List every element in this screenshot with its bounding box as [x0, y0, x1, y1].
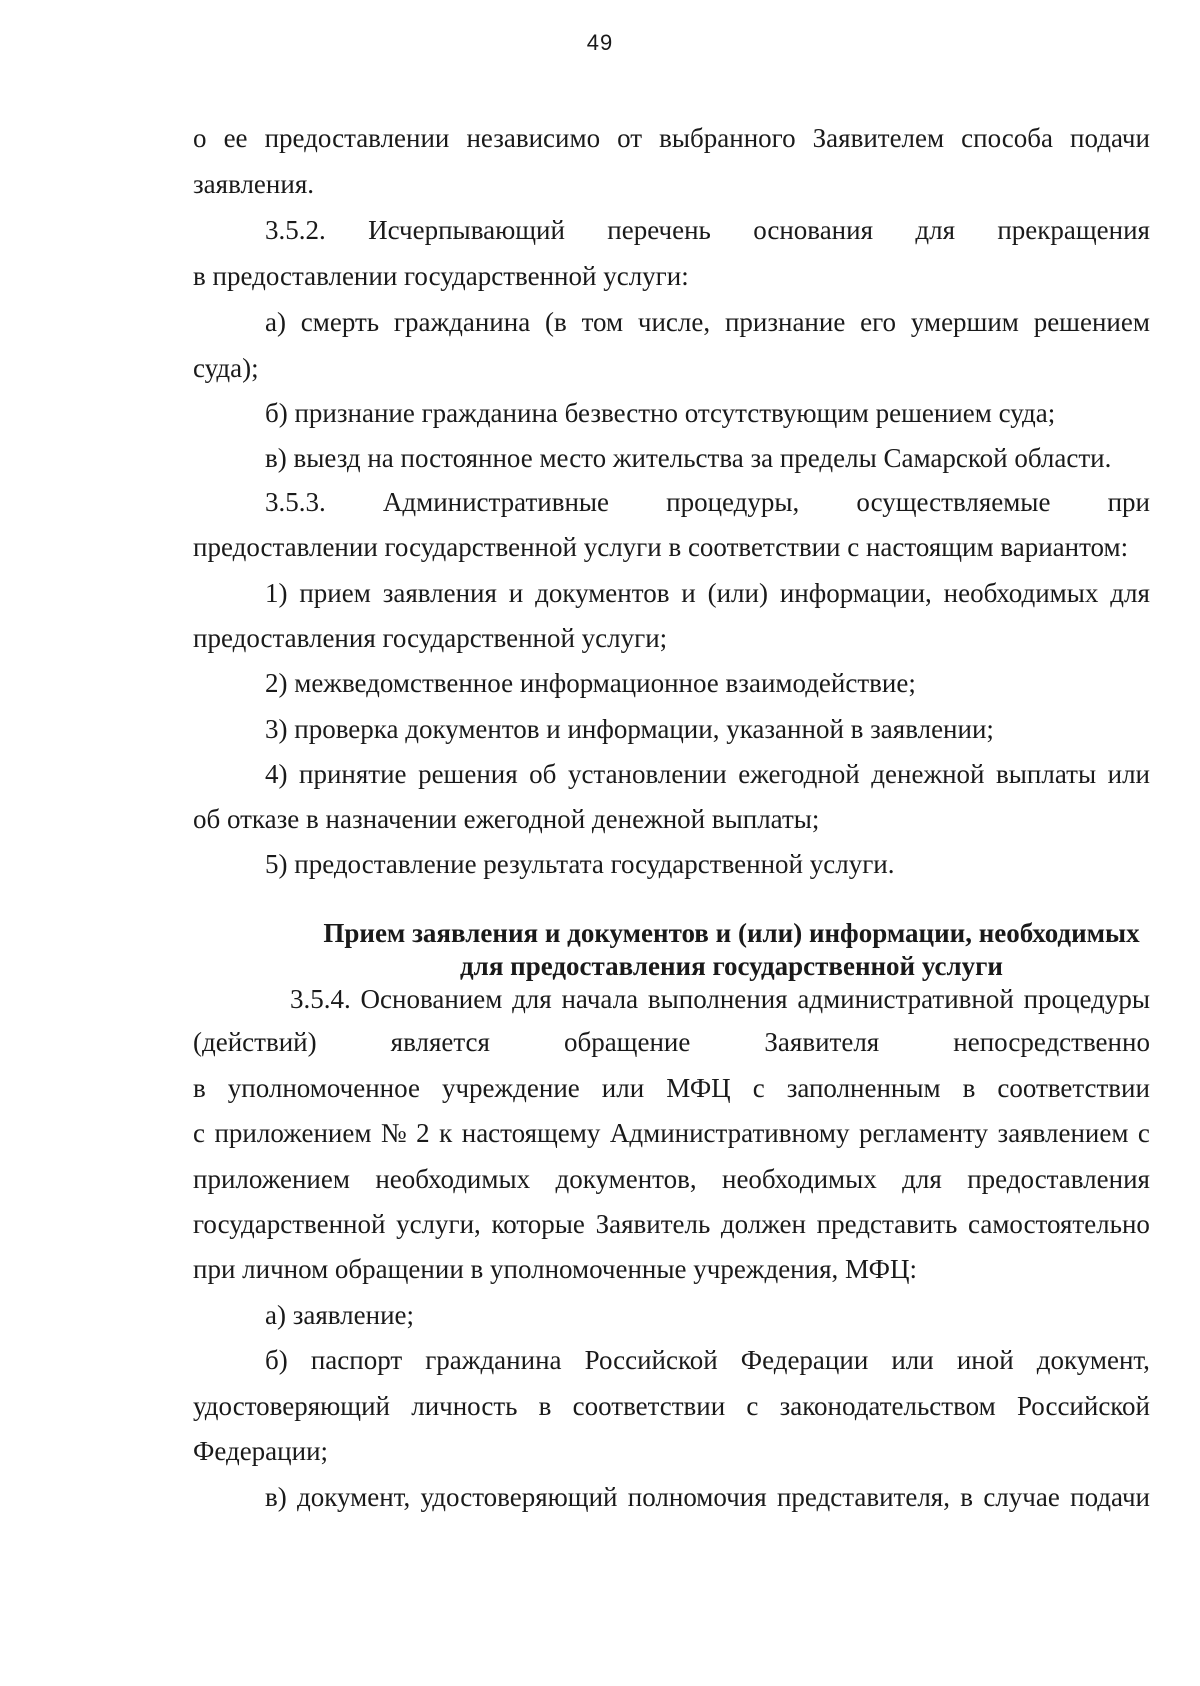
text-line: 2) межведомственное информационное взаимодействие; — [265, 668, 916, 698]
word: паспорт — [310, 1345, 403, 1375]
word: 3.5.2. — [265, 215, 326, 245]
word: к — [439, 1118, 453, 1148]
word: процедуры, — [666, 487, 800, 517]
word: решением — [1033, 307, 1150, 337]
text-line: 5) предоставление результата государственной услуги. — [265, 849, 895, 879]
word: Российской — [1016, 1391, 1150, 1421]
word: начала — [561, 984, 639, 1014]
word: приложением — [214, 1118, 372, 1148]
text-line — [193, 1026, 1150, 1058]
word: (или) — [707, 578, 768, 608]
text-line — [193, 1117, 1150, 1149]
word: № — [380, 1118, 407, 1148]
word: заявлением — [997, 1118, 1129, 1148]
word: документ, — [1036, 1345, 1150, 1375]
word: при — [1107, 487, 1150, 517]
text-line: в предоставлении государственной услуги: — [193, 261, 689, 291]
word: для — [902, 1164, 942, 1194]
word: для — [512, 984, 552, 1014]
word: прекращения — [997, 215, 1150, 245]
word: представителя, — [776, 1482, 950, 1512]
word: перечень — [607, 215, 711, 245]
word: осуществляемые — [856, 487, 1051, 517]
word: гражданина — [425, 1345, 562, 1375]
word: должен — [720, 1209, 806, 1239]
word: процедуры — [1023, 984, 1150, 1014]
word: (в — [545, 307, 567, 337]
word: гражданина — [393, 307, 531, 337]
word: приложением — [193, 1164, 350, 1194]
word: и — [681, 578, 696, 608]
word: в — [962, 1073, 976, 1103]
word: ее — [223, 123, 248, 153]
word: необходимых — [375, 1164, 531, 1194]
word: 4) — [265, 759, 288, 789]
word: Административному — [609, 1118, 850, 1148]
text-line: 3) проверка документов и информации, указанной в заявлении; — [265, 714, 994, 744]
word: б) — [265, 1345, 288, 1375]
word: Заявитель — [595, 1209, 711, 1239]
word: для — [915, 215, 955, 245]
word: 3.5.4. — [290, 984, 351, 1014]
word: предоставления — [967, 1164, 1150, 1194]
word: решения — [418, 759, 518, 789]
text-line — [265, 214, 1150, 246]
word: ежегодной — [738, 759, 860, 789]
text-line — [265, 758, 1150, 790]
word: независимо — [466, 123, 601, 153]
word: смерть — [300, 307, 380, 337]
text-line: об отказе в назначении ежегодной денежной выплаты; — [193, 804, 820, 834]
word: об — [529, 759, 557, 789]
word: Российской — [584, 1345, 718, 1375]
text-line — [193, 1390, 1150, 1422]
word: 2 — [416, 1118, 430, 1148]
word: документов — [535, 578, 670, 608]
word: услуги, — [396, 1209, 481, 1239]
word: умершим — [910, 307, 1019, 337]
text-line — [193, 1072, 1150, 1104]
word: является — [390, 1027, 490, 1057]
word: признание — [724, 307, 846, 337]
text-line: предоставлении государственной услуги в соответствии с настоящим вариантом: — [193, 532, 1129, 562]
text-line — [193, 122, 1150, 154]
text-line: б) признание гражданина безвестно отсутствующим решением суда; — [265, 398, 1056, 428]
word: 3.5.3. — [265, 487, 326, 517]
word: информации, — [779, 578, 932, 608]
word: Исчерпывающий — [368, 215, 565, 245]
text-line — [265, 1481, 1150, 1513]
word: с — [752, 1073, 765, 1103]
text-line: предоставления государственной услуги; — [193, 623, 668, 653]
word: Основанием — [360, 984, 503, 1014]
word: выбранного — [659, 123, 796, 153]
text-line: заявления. — [193, 169, 314, 199]
word: для — [1110, 578, 1150, 608]
word: законодательством — [779, 1391, 996, 1421]
word: прием — [299, 578, 371, 608]
word: предоставлении — [264, 123, 450, 153]
word: административной — [797, 984, 1014, 1014]
word: 1) — [265, 578, 288, 608]
word: Административные — [382, 487, 610, 517]
word: и — [508, 578, 524, 608]
word: необходимых — [943, 578, 1099, 608]
word: удостоверяющий — [193, 1391, 390, 1421]
word: (действий) — [193, 1027, 317, 1057]
word: обращение — [563, 1027, 691, 1057]
word: в) — [265, 1482, 287, 1512]
word: принятие — [299, 759, 407, 789]
word: настоящему — [461, 1118, 601, 1148]
text-line — [265, 577, 1150, 609]
word: которые — [491, 1209, 585, 1239]
word: полномочия — [627, 1482, 767, 1512]
section-heading-line-2: для предоставления государственной услуги — [460, 951, 1003, 981]
word: в — [538, 1391, 552, 1421]
word: с — [746, 1391, 759, 1421]
word: самостоятельно — [968, 1209, 1150, 1239]
word: представить — [816, 1209, 958, 1239]
word: уполномоченное — [227, 1073, 420, 1103]
word: выполнения — [647, 984, 788, 1014]
text-line — [265, 306, 1150, 338]
word: а) — [265, 307, 286, 337]
text-line — [290, 983, 1150, 1015]
word: Федерации — [740, 1345, 869, 1375]
word: числе, — [637, 307, 711, 337]
word: денежной — [871, 759, 985, 789]
word: личность — [411, 1391, 518, 1421]
word: удостоверяющий — [420, 1482, 618, 1512]
word: установлении — [567, 759, 727, 789]
word: заявления — [382, 578, 497, 608]
word: документ, — [297, 1482, 411, 1512]
text-line — [265, 486, 1150, 518]
word: необходимых — [722, 1164, 877, 1194]
text-line — [193, 1163, 1150, 1195]
text-line — [265, 1344, 1150, 1376]
word: в — [960, 1482, 974, 1512]
word: иной — [956, 1345, 1014, 1375]
word: выплаты — [996, 759, 1097, 789]
text-line: суда); — [193, 353, 259, 383]
text-line: Федерации; — [193, 1436, 329, 1466]
word: МФЦ — [666, 1073, 731, 1103]
word: с — [1137, 1118, 1150, 1148]
word: способа — [961, 123, 1053, 153]
word: или — [601, 1073, 645, 1103]
word: или — [1107, 759, 1150, 789]
word: документов, — [555, 1164, 697, 1194]
word: или — [891, 1345, 934, 1375]
text-line — [193, 1208, 1150, 1240]
word: о — [193, 123, 207, 153]
word: подачи — [1070, 1482, 1150, 1512]
word: государственной — [193, 1209, 386, 1239]
section-heading-line-1: Прием заявления и документов и (или) информации, необходимых — [323, 918, 1140, 948]
word: с — [193, 1118, 205, 1148]
word: учреждение — [441, 1073, 580, 1103]
word: от — [617, 123, 643, 153]
word: непосредственно — [953, 1027, 1150, 1057]
page-number: 49 — [586, 30, 614, 55]
word: заполненным — [786, 1073, 941, 1103]
word: подачи — [1070, 123, 1150, 153]
word: основания — [753, 215, 874, 245]
text-line: а) заявление; — [265, 1300, 415, 1330]
word: в — [193, 1073, 206, 1103]
word: том — [581, 307, 624, 337]
text-line: при личном обращении в уполномоченные учреждения, МФЦ: — [193, 1254, 917, 1284]
word: регламенту — [858, 1118, 989, 1148]
text-line: в) выезд на постоянное место жительства за пределы Самарской области. — [265, 443, 1112, 473]
word: Заявителя — [764, 1027, 880, 1057]
word: его — [860, 307, 897, 337]
word: Заявителем — [812, 123, 945, 153]
word: соответствии — [997, 1073, 1150, 1103]
word: случае — [983, 1482, 1060, 1512]
word: соответствии — [572, 1391, 726, 1421]
